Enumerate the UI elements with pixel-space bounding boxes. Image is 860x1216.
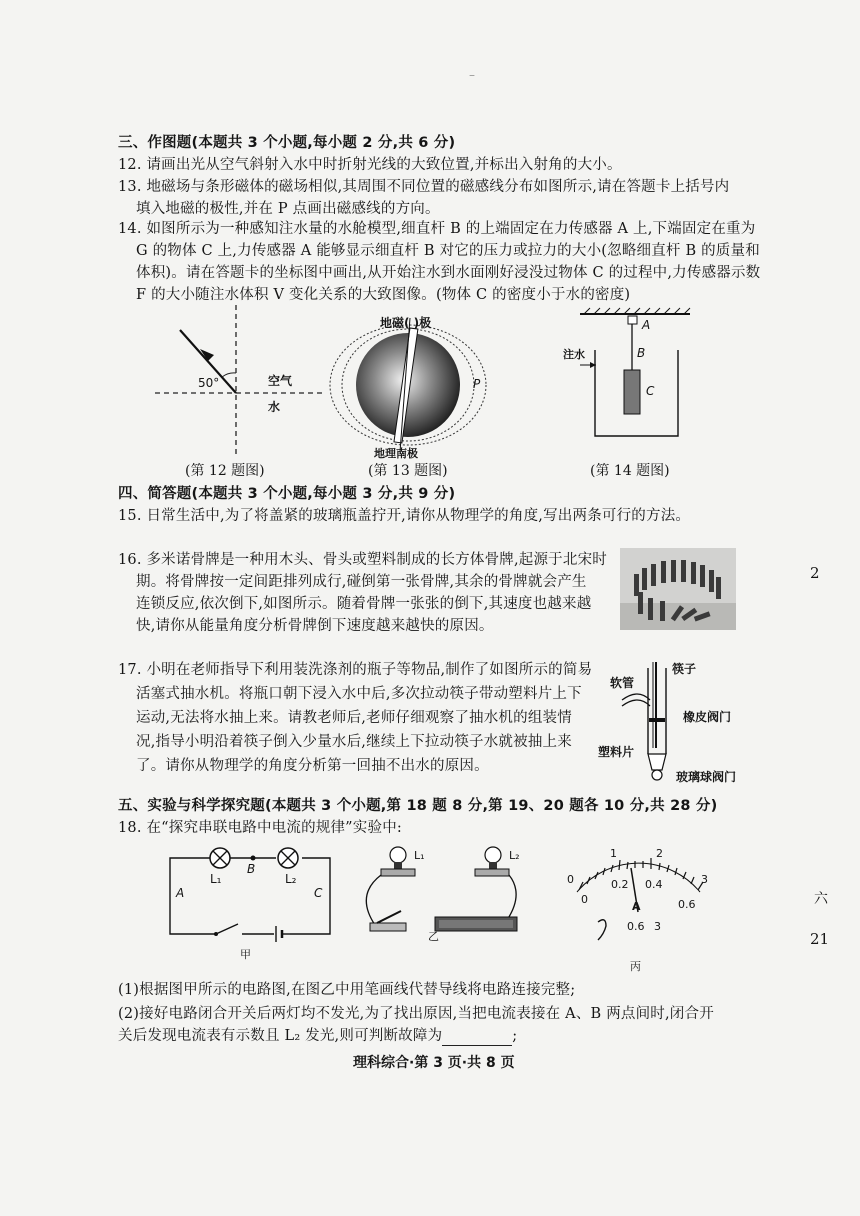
question-15: 15. 日常生活中,为了将盖紧的玻璃瓶盖拧开,请你从物理学的角度,写出两条可行的方法。 bbox=[118, 508, 691, 524]
rubber-valve-label: 橡皮阀门 bbox=[683, 710, 732, 724]
sensor-a-label: A bbox=[642, 318, 651, 332]
question-17-line3: 运动,无法将水抽上来。请教老师后,老师仔细观察了抽水机的组装情 bbox=[136, 710, 572, 726]
margin-2: 2 bbox=[810, 564, 820, 582]
inject-water-label: 注水 bbox=[563, 348, 585, 361]
tick-bottom-2: 0.4 bbox=[645, 878, 663, 891]
question-16-line2: 期。将骨牌按一定间距排列成行,碰倒第一张骨牌,其余的骨牌就会产生 bbox=[136, 574, 587, 590]
object-c-label: C bbox=[646, 384, 655, 398]
tick-top-1: 1 bbox=[610, 847, 617, 860]
ammeter-a-label: A bbox=[632, 900, 641, 913]
question-17-line4: 况,指导小明沿着筷子倒入少量水后,继续上下拉动筷子水就被抽上来 bbox=[136, 734, 572, 750]
geographic-south-label: 地理南极 bbox=[374, 447, 418, 460]
rod-b-label: B bbox=[637, 346, 646, 360]
figure-18-circuit-diagram bbox=[160, 842, 340, 952]
ammeter-terminal-mid: 0.6 bbox=[627, 920, 645, 933]
question-13-line1: 13. 地磁场与条形磁体的磁场相似,其周围不同位置的磁感线分布如图所示,请在答题卡上括号内 bbox=[118, 179, 730, 195]
tick-top-2: 2 bbox=[656, 847, 663, 860]
page-footer: 理科综合·第 3 页·共 8 页 bbox=[353, 1055, 515, 1071]
tick-bottom-3: 0.6 bbox=[678, 898, 696, 911]
tick-bottom-1: 0.2 bbox=[611, 878, 629, 891]
air-label: 空气 bbox=[268, 374, 293, 388]
l1-small-label: L₁ bbox=[414, 849, 425, 862]
tick-top-0: 0 bbox=[567, 873, 574, 886]
figure-13-caption: (第 13 题图) bbox=[368, 463, 448, 479]
figure-jia-label: 甲 bbox=[240, 948, 251, 961]
domino-photo bbox=[620, 548, 736, 630]
figure-14-caption: (第 14 题图) bbox=[590, 463, 670, 479]
question-12: 12. 请画出光从空气斜射入水中时折射光线的大致位置,并标出入射角的大小。 bbox=[118, 157, 622, 173]
l2-small-label: L₂ bbox=[509, 849, 520, 862]
point-p-label: P bbox=[473, 377, 481, 391]
point-b-label: B bbox=[247, 862, 256, 876]
margin-21: 21 bbox=[810, 930, 830, 948]
answer-blank[interactable] bbox=[442, 1031, 512, 1046]
point-a-label: A bbox=[176, 886, 185, 900]
figure-yi-label: 乙 bbox=[428, 930, 439, 943]
question-18: 18. 在“探究串联电路中电流的规律”实验中: bbox=[118, 820, 402, 836]
section4-heading: 四、简答题(本题共 3 个小题,每小题 3 分,共 9 分) bbox=[118, 486, 456, 502]
section3-heading: 三、作图题(本题共 3 个小题,每小题 2 分,共 6 分) bbox=[118, 135, 456, 151]
question-16-line4: 快,请你从能量角度分析骨牌倒下速度越来越快的原因。 bbox=[136, 618, 494, 634]
question-18-part2-line2 bbox=[118, 1026, 517, 1046]
question-17-line2: 活塞式抽水机。将瓶口朝下浸入水中后,多次拉动筷子带动塑料片上下 bbox=[136, 686, 582, 702]
chopstick-label: 筷子 bbox=[672, 662, 697, 676]
figure-13-earth-magnet bbox=[340, 320, 490, 450]
figure-12-caption: (第 12 题图) bbox=[185, 463, 265, 479]
hose-label: 软管 bbox=[610, 676, 635, 690]
question-18-part1: (1)根据图甲所示的电路图,在图乙中用笔画线代替导线将电路连接完整; bbox=[118, 982, 576, 998]
plastic-sheet-label: 塑料片 bbox=[598, 745, 635, 759]
angle-label: 50° bbox=[198, 376, 220, 390]
question-14-line4: F 的大小随注水体积 V 变化关系的大致图像。(物体 C 的密度小于水的密度) bbox=[136, 287, 631, 303]
glass-ball-valve-label: 玻璃球阀门 bbox=[676, 770, 737, 784]
figure-14-water-tank bbox=[580, 310, 700, 440]
water-label: 水 bbox=[268, 400, 281, 414]
l1-label: L₁ bbox=[210, 872, 222, 886]
question-18-part2-text: 关后发现电流表有示数且 L₂ 发光,则可判断故障为 bbox=[118, 1028, 443, 1044]
geomagnetic-pole-label: 地磁( )极 bbox=[380, 316, 432, 330]
question-16-line1: 16. 多米诺骨牌是一种用木头、骨头或塑料制成的长方体骨牌,起源于北宋时 bbox=[118, 552, 607, 568]
figure-bing-label: 丙 bbox=[630, 960, 641, 973]
question-17-line5: 了。请你从物理学的角度分析第一回抽不出水的原因。 bbox=[136, 758, 489, 774]
question-17-line1: 17. 小明在老师指导下利用装洗涤剂的瓶子等物品,制作了如图所示的简易 bbox=[118, 662, 593, 678]
ammeter-terminal-right: 3 bbox=[654, 920, 661, 933]
section5-heading: 五、实验与科学探究题(本题共 3 个小题,第 18 题 8 分,第 19、20 题各 10 分,共 28 分) bbox=[118, 798, 718, 814]
margin-liu: 六 bbox=[814, 891, 828, 907]
l2-label: L₂ bbox=[285, 872, 297, 886]
semicolon: ; bbox=[512, 1028, 518, 1044]
question-14-line2: G 的物体 C 上,力传感器 A 能够显示细直杆 B 对它的压力或拉力的大小(忽略细直杆 B 的质量和 bbox=[136, 243, 760, 259]
top-mark: – bbox=[469, 68, 475, 82]
question-16-line3: 连锁反应,依次倒下,如图所示。随着骨牌一张张的倒下,其速度也越来越 bbox=[136, 596, 592, 612]
tick-top-3: 3 bbox=[701, 873, 708, 886]
tick-bottom-0: 0 bbox=[581, 893, 588, 906]
figure-12-refraction bbox=[150, 305, 330, 465]
question-13-line2: 填入地磁的极性,并在 P 点画出磁感线的方向。 bbox=[136, 201, 440, 217]
ammeter-terminal-minus bbox=[594, 916, 614, 946]
figure-18-physical-circuit bbox=[355, 845, 535, 945]
question-18-part2-line1: (2)接好电路闭合开关后两灯均不发光,为了找出原因,当把电流表接在 A、B 两点间时,闭合开 bbox=[118, 1006, 714, 1022]
question-14-line3: 体积)。请在答题卡的坐标图中画出,从开始注水到水面刚好浸没过物体 C 的过程中,力传感器示数 bbox=[136, 265, 761, 281]
question-14-line1: 14. 如图所示为一种感知注水量的水舱模型,细直杆 B 的上端固定在力传感器 A 上,下端固定在重为 bbox=[118, 221, 756, 237]
point-c-label: C bbox=[314, 886, 323, 900]
